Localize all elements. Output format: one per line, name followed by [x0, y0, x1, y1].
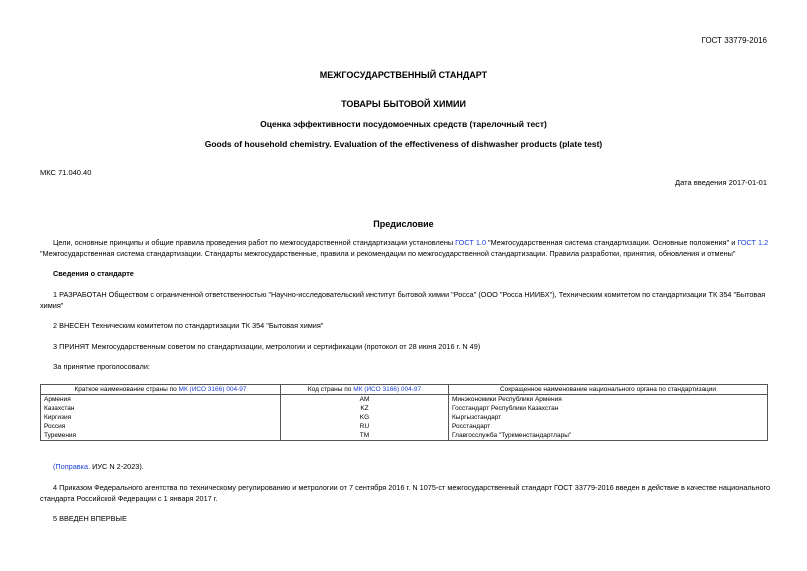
item-3: 3 ПРИНЯТ Межгосударственным советом по стандартизации, метрологии и сертификации (протокол от 28 июня 2016 г. N 49)	[53, 342, 481, 351]
table-row	[41, 404, 768, 413]
preface-text: "Межгосударственная система стандартизации. Основные положения" и	[488, 238, 736, 247]
item-2: 2 ВНЕСЕН Техническим комитетом по стандартизации ТК 354 "Бытовая химия"	[53, 321, 324, 330]
table-row	[41, 431, 768, 441]
country-cell: Россия	[41, 422, 281, 431]
code-cell: TM	[281, 431, 449, 441]
body-cell: Госстандарт Республики Казахстан	[449, 404, 768, 413]
col-country-header: Краткое наименование страны по МК (ИСО 3166) 004-97	[41, 385, 281, 395]
preface-paragraph-1	[53, 237, 768, 248]
introduction-date: Дата введения 2017-01-01	[675, 178, 767, 187]
country-cell: Армения	[41, 395, 281, 405]
amendment-text: ИУС N 2-2023).	[92, 462, 144, 471]
code-cell: RU	[281, 422, 449, 431]
table-row	[41, 413, 768, 422]
code-cell: KZ	[281, 404, 449, 413]
country-cell: Туркмения	[41, 431, 281, 441]
amendment-note	[53, 461, 144, 472]
mks-code: МКС 71.040.40	[40, 168, 92, 177]
code-cell: KG	[281, 413, 449, 422]
table-header-row	[41, 385, 768, 395]
english-title: Goods of household chemistry. Evaluation of the effectiveness of dishwasher products (plate test)	[204, 139, 603, 149]
item-4: 4 Приказом Федерального агентства по техническому регулированию и метрологии от 7 сентября 2016 г. N 1075-ст межгосударственный стандарт ГОСТ 33779-2016 введен в действие в качестве национального	[53, 483, 771, 492]
mk-iso-3166-link[interactable]: МК (ИСО 3166) 004-97	[353, 386, 422, 393]
country-cell: Казахстан	[41, 404, 281, 413]
table-row	[41, 422, 768, 431]
table-row	[41, 395, 768, 405]
preface-text: Цели, основные принципы и общие правила проведения работ по межгосударственной стандартизации установлены	[53, 238, 454, 247]
col-body-header: Сокращенное наименование национального органа по стандартизации	[449, 385, 768, 395]
code-cell: AM	[281, 395, 449, 405]
item-1: 1 РАЗРАБОТАН Обществом с ограниченной ответственностью "Научно-исследовательский институт бытовой химии "Росса" (ООО "Росса НИИБХ"), Техническим комитетом по стандартизации ТК 354 "Бытовая	[53, 290, 766, 299]
item-1-cont: химия"	[40, 301, 64, 310]
body-cell: Главгосслужба "Туркменстандартлары"	[449, 431, 768, 441]
document-title: ТОВАРЫ БЫТОВОЙ ХИМИИ	[341, 99, 466, 109]
mk-iso-3166-link[interactable]: МК (ИСО 3166) 004-97	[178, 386, 247, 393]
gost-1-2-link[interactable]: ГОСТ 1.2	[737, 238, 769, 247]
body-cell: Росстандарт	[449, 422, 768, 431]
body-cell: Кыргызстандарт	[449, 413, 768, 422]
item-4-cont: стандарта Российской Федерации с 1 января 2017 г.	[40, 494, 218, 503]
document-number: ГОСТ 33779-2016	[701, 36, 767, 45]
document-subtitle: Оценка эффективности посудомоечных средств (тарелочный тест)	[260, 119, 547, 129]
amendment-link[interactable]: (Поправка.	[53, 462, 91, 471]
preface-heading: Предисловие	[373, 219, 434, 229]
country-cell: Киргизия	[41, 413, 281, 422]
gost-1-0-link[interactable]: ГОСТ 1.0	[455, 238, 486, 247]
standard-type: МЕЖГОСУДАРСТВЕННЫЙ СТАНДАРТ	[319, 70, 488, 80]
voted-label: За принятие проголосовали:	[53, 362, 150, 371]
standard-info-heading: Сведения о стандарте	[53, 269, 134, 278]
body-cell: Минэкономики Республики Армения	[449, 395, 768, 405]
item-5: 5 ВВЕДЕН ВПЕРВЫЕ	[53, 514, 127, 523]
preface-paragraph-1-cont: "Межгосударственная система стандартизации. Стандарты межгосударственные, правила и рекомендации по межгосударственной стандартизации. Правила разработки, принятия, обновления и отмены"	[40, 249, 736, 258]
col-code-header: Код страны по МК (ИСО 3166) 004-97	[281, 385, 449, 395]
member-countries-table	[40, 384, 768, 441]
